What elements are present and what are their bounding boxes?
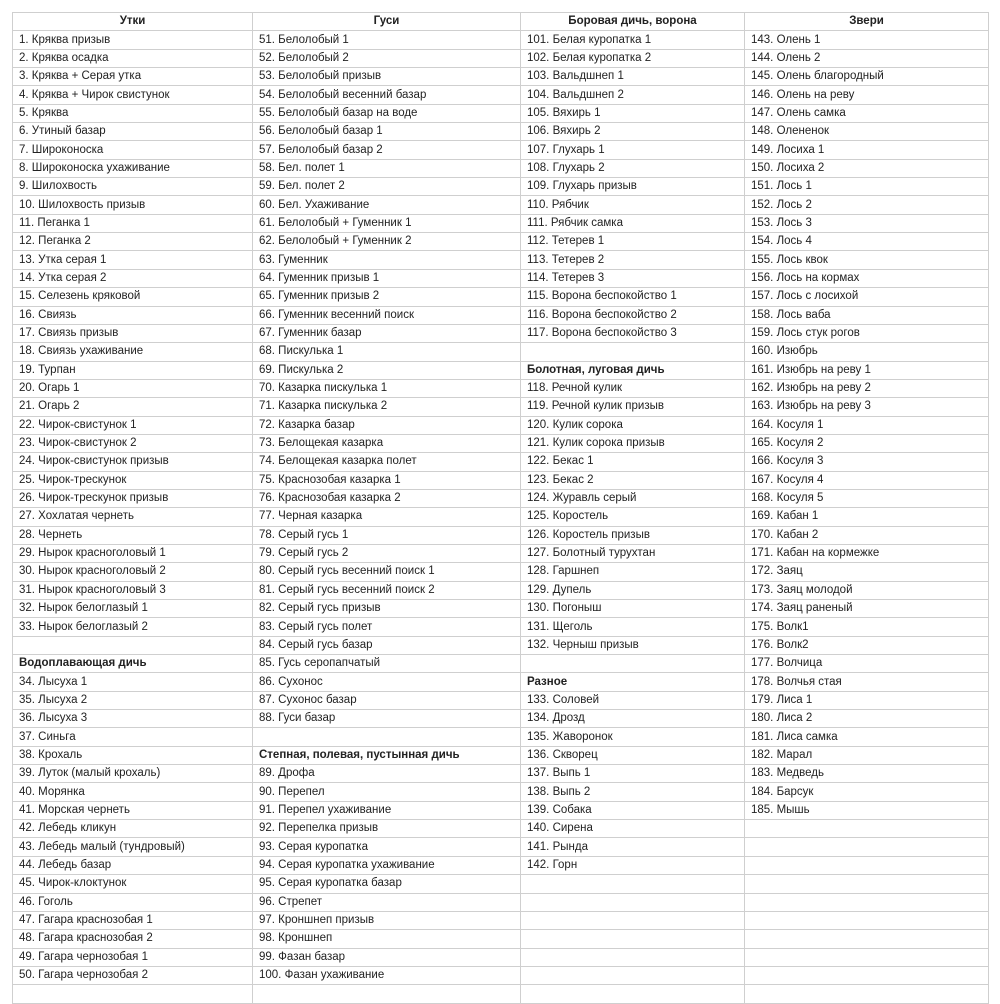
sound-entry: 180. Лиса 2 (745, 710, 989, 728)
sound-entry: 110. Рябчик (521, 196, 745, 214)
sound-entry: 149. Лосиха 1 (745, 141, 989, 159)
column-header-animals: Звери (745, 13, 989, 31)
sound-entry: 71. Казарка пискулька 2 (253, 398, 521, 416)
sound-entry: 31. Нырок красноголовый 3 (13, 581, 253, 599)
sound-entry: 155. Лось квок (745, 251, 989, 269)
sound-entry: 162. Изюбрь на реву 2 (745, 379, 989, 397)
sound-entry: 55. Белолобый базар на воде (253, 104, 521, 122)
section-heading: Степная, полевая, пустынная дичь (253, 746, 521, 764)
table-row (13, 746, 989, 764)
sound-entry: 176. Волк2 (745, 636, 989, 654)
empty-cell (745, 911, 989, 929)
sound-entry: 82. Серый гусь призыв (253, 600, 521, 618)
sound-entry: 89. Дрофа (253, 765, 521, 783)
sound-entry: 53. Белолобый призыв (253, 68, 521, 86)
sound-entry: 184. Барсук (745, 783, 989, 801)
sound-entry: 160. Изюбрь (745, 343, 989, 361)
sound-entry: 83. Серый гусь полет (253, 618, 521, 636)
sound-entry: 35. Лысуха 2 (13, 691, 253, 709)
sound-entry: 130. Погоныш (521, 600, 745, 618)
sound-entry: 50. Гагара чернозобая 2 (13, 966, 253, 984)
table-row (13, 508, 989, 526)
sound-entry: 166. Косуля 3 (745, 453, 989, 471)
sound-entry: 98. Кроншнеп (253, 930, 521, 948)
sound-entry: 49. Гагара чернозобая 1 (13, 948, 253, 966)
sound-entry: 126. Коростель призыв (521, 526, 745, 544)
table-row (13, 434, 989, 452)
sound-entry: 127. Болотный турухтан (521, 544, 745, 562)
sound-entry: 64. Гуменник призыв 1 (253, 269, 521, 287)
sound-entry: 7. Широконоска (13, 141, 253, 159)
table-row (13, 416, 989, 434)
table-row (13, 68, 989, 86)
section-heading: Водоплавающая дичь (13, 655, 253, 673)
sound-entry: 133. Соловей (521, 691, 745, 709)
sound-entry: 179. Лиса 1 (745, 691, 989, 709)
empty-cell (521, 655, 745, 673)
table-body (13, 31, 989, 1003)
sound-entry: 67. Гуменник базар (253, 324, 521, 342)
sound-entry: 73. Белощекая казарка (253, 434, 521, 452)
table-row (13, 178, 989, 196)
sound-entry: 167. Косуля 4 (745, 471, 989, 489)
table-row (13, 214, 989, 232)
sound-entry: 2. Кряква осадка (13, 49, 253, 67)
sound-entry: 88. Гуси базар (253, 710, 521, 728)
sound-entry: 90. Перепел (253, 783, 521, 801)
sound-entry: 48. Гагара краснозобая 2 (13, 930, 253, 948)
sound-entry: 183. Медведь (745, 765, 989, 783)
empty-cell (13, 985, 253, 1003)
empty-cell (253, 728, 521, 746)
sound-entry: 87. Сухонос базар (253, 691, 521, 709)
table-row (13, 544, 989, 562)
empty-cell (745, 875, 989, 893)
empty-cell (521, 875, 745, 893)
table-row (13, 86, 989, 104)
sound-entry: 105. Вяхирь 1 (521, 104, 745, 122)
sound-entry: 101. Белая куропатка 1 (521, 31, 745, 49)
sound-entry: 123. Бекас 2 (521, 471, 745, 489)
sound-entry: 158. Лось ваба (745, 306, 989, 324)
sound-entry: 52. Белолобый 2 (253, 49, 521, 67)
table-row (13, 893, 989, 911)
sound-entry: 109. Глухарь призыв (521, 178, 745, 196)
sound-entry: 57. Белолобый базар 2 (253, 141, 521, 159)
sound-entry: 16. Свиязь (13, 306, 253, 324)
sound-entry: 80. Серый гусь весенний поиск 1 (253, 563, 521, 581)
sound-entry: 37. Синьга (13, 728, 253, 746)
sound-entry: 32. Нырок белоглазый 1 (13, 600, 253, 618)
sound-entry: 43. Лебедь малый (тундровый) (13, 838, 253, 856)
table-row (13, 563, 989, 581)
sound-entry: 28. Чернеть (13, 526, 253, 544)
sound-entry: 165. Косуля 2 (745, 434, 989, 452)
sound-entry: 102. Белая куропатка 2 (521, 49, 745, 67)
sound-entry: 151. Лось 1 (745, 178, 989, 196)
sound-entry: 142. Горн (521, 856, 745, 874)
sound-entry: 41. Морская чернеть (13, 801, 253, 819)
sound-entry: 61. Белолобый + Гуменник 1 (253, 214, 521, 232)
table-row (13, 489, 989, 507)
table-row (13, 233, 989, 251)
sound-entry: 140. Сирена (521, 820, 745, 838)
sound-entry: 6. Утиный базар (13, 123, 253, 141)
sound-entry: 66. Гуменник весенний поиск (253, 306, 521, 324)
sound-entry: 95. Серая куропатка базар (253, 875, 521, 893)
empty-cell (521, 343, 745, 361)
sound-entry: 5. Кряква (13, 104, 253, 122)
sound-entry: 117. Ворона беспокойство 3 (521, 324, 745, 342)
sound-entry: 81. Серый гусь весенний поиск 2 (253, 581, 521, 599)
table-row (13, 673, 989, 691)
sound-entry: 27. Хохлатая чернеть (13, 508, 253, 526)
sound-entry: 62. Белолобый + Гуменник 2 (253, 233, 521, 251)
sound-entry: 14. Утка серая 2 (13, 269, 253, 287)
table-row (13, 104, 989, 122)
table-row (13, 820, 989, 838)
sound-entry: 40. Морянка (13, 783, 253, 801)
sound-entry: 29. Нырок красноголовый 1 (13, 544, 253, 562)
table-row (13, 930, 989, 948)
sound-entry: 46. Гоголь (13, 893, 253, 911)
sound-entry: 106. Вяхирь 2 (521, 123, 745, 141)
sound-entry: 25. Чирок-трескунок (13, 471, 253, 489)
sound-entry: 163. Изюбрь на реву 3 (745, 398, 989, 416)
section-heading: Болотная, луговая дичь (521, 361, 745, 379)
sound-entry: 85. Гусь серопапчатый (253, 655, 521, 673)
empty-cell (13, 636, 253, 654)
table-row (13, 710, 989, 728)
table-row (13, 600, 989, 618)
sound-entry: 181. Лиса самка (745, 728, 989, 746)
empty-cell (745, 893, 989, 911)
sound-entry: 137. Выпь 1 (521, 765, 745, 783)
table-row (13, 856, 989, 874)
table-row (13, 636, 989, 654)
sound-entry: 12. Пеганка 2 (13, 233, 253, 251)
sound-entry: 159. Лось стук рогов (745, 324, 989, 342)
sound-entry: 45. Чирок-клоктунок (13, 875, 253, 893)
sound-entry: 78. Серый гусь 1 (253, 526, 521, 544)
empty-cell (745, 985, 989, 1003)
table-row (13, 838, 989, 856)
sound-entry: 134. Дрозд (521, 710, 745, 728)
sound-entry: 47. Гагара краснозобая 1 (13, 911, 253, 929)
empty-cell (745, 820, 989, 838)
sound-entry: 156. Лось на кормах (745, 269, 989, 287)
sound-entry: 103. Вальдшнеп 1 (521, 68, 745, 86)
empty-cell (745, 966, 989, 984)
sound-entry: 141. Рында (521, 838, 745, 856)
sound-entry: 171. Кабан на кормежке (745, 544, 989, 562)
column-header-geese: Гуси (253, 13, 521, 31)
sound-entry: 113. Тетерев 2 (521, 251, 745, 269)
table-row (13, 471, 989, 489)
sound-entry: 79. Серый гусь 2 (253, 544, 521, 562)
sound-entry: 112. Тетерев 1 (521, 233, 745, 251)
sound-entry: 91. Перепел ухаживание (253, 801, 521, 819)
sound-entry: 77. Черная казарка (253, 508, 521, 526)
sound-entry: 30. Нырок красноголовый 2 (13, 563, 253, 581)
empty-cell (521, 930, 745, 948)
sound-entry: 121. Кулик сорока призыв (521, 434, 745, 452)
sound-entry: 86. Сухонос (253, 673, 521, 691)
table-row (13, 306, 989, 324)
sound-entry: 54. Белолобый весенний базар (253, 86, 521, 104)
sound-entry: 9. Шилохвость (13, 178, 253, 196)
sound-entry: 174. Заяц раненый (745, 600, 989, 618)
sound-entry: 169. Кабан 1 (745, 508, 989, 526)
table-row (13, 526, 989, 544)
sound-entry: 122. Бекас 1 (521, 453, 745, 471)
sound-entry: 107. Глухарь 1 (521, 141, 745, 159)
empty-cell (521, 893, 745, 911)
sound-entry: 76. Краснозобая казарка 2 (253, 489, 521, 507)
sound-entry: 26. Чирок-трескунок призыв (13, 489, 253, 507)
table-row (13, 655, 989, 673)
sound-entry: 147. Олень самка (745, 104, 989, 122)
table-row (13, 123, 989, 141)
sound-entry: 17. Свиязь призыв (13, 324, 253, 342)
table-row (13, 581, 989, 599)
sound-entry: 150. Лосиха 2 (745, 159, 989, 177)
sound-entry: 94. Серая куропатка ухаживание (253, 856, 521, 874)
sound-entry: 39. Луток (малый крохаль) (13, 765, 253, 783)
sound-entry: 111. Рябчик самка (521, 214, 745, 232)
table-row (13, 966, 989, 984)
sound-entry: 131. Щеголь (521, 618, 745, 636)
table-row (13, 49, 989, 67)
sound-entry: 143. Олень 1 (745, 31, 989, 49)
sound-entry: 13. Утка серая 1 (13, 251, 253, 269)
table-row (13, 728, 989, 746)
sound-entry: 4. Кряква + Чирок свистунок (13, 86, 253, 104)
table-row (13, 801, 989, 819)
sound-entry: 125. Коростель (521, 508, 745, 526)
sound-entry: 84. Серый гусь базар (253, 636, 521, 654)
sound-entry: 51. Белолобый 1 (253, 31, 521, 49)
sound-entry: 96. Стрепет (253, 893, 521, 911)
sound-entry: 132. Черныш призыв (521, 636, 745, 654)
sound-entry: 104. Вальдшнеп 2 (521, 86, 745, 104)
sound-entry: 124. Журавль серый (521, 489, 745, 507)
sound-entry: 172. Заяц (745, 563, 989, 581)
sound-entry: 99. Фазан базар (253, 948, 521, 966)
sound-entry: 23. Чирок-свистунок 2 (13, 434, 253, 452)
sound-entry: 58. Бел. полет 1 (253, 159, 521, 177)
sound-entry: 74. Белощекая казарка полет (253, 453, 521, 471)
table-row (13, 765, 989, 783)
column-header-ducks: Утки (13, 13, 253, 31)
table-row (13, 288, 989, 306)
sound-entry: 177. Волчица (745, 655, 989, 673)
table-row (13, 141, 989, 159)
table-row (13, 196, 989, 214)
table-row (13, 911, 989, 929)
sound-entry: 146. Олень на реву (745, 86, 989, 104)
empty-cell (521, 966, 745, 984)
sound-entry: 129. Дупель (521, 581, 745, 599)
table-row (13, 343, 989, 361)
sound-entry: 19. Турпан (13, 361, 253, 379)
sound-entry: 148. Олененок (745, 123, 989, 141)
sound-entry: 116. Ворона беспокойство 2 (521, 306, 745, 324)
sound-entry: 65. Гуменник призыв 2 (253, 288, 521, 306)
empty-cell (745, 838, 989, 856)
sound-entry: 59. Бел. полет 2 (253, 178, 521, 196)
sound-entry: 139. Собака (521, 801, 745, 819)
empty-cell (521, 911, 745, 929)
empty-cell (253, 985, 521, 1003)
sound-entry: 63. Гуменник (253, 251, 521, 269)
sound-entry: 10. Шилохвость призыв (13, 196, 253, 214)
table-row (13, 269, 989, 287)
section-heading: Разное (521, 673, 745, 691)
sound-entry: 70. Казарка пискулька 1 (253, 379, 521, 397)
sound-entry: 168. Косуля 5 (745, 489, 989, 507)
empty-cell (521, 948, 745, 966)
sound-entry: 38. Крохаль (13, 746, 253, 764)
sound-entry: 170. Кабан 2 (745, 526, 989, 544)
sound-entry: 22. Чирок-свистунок 1 (13, 416, 253, 434)
sound-entry: 1. Кряква призыв (13, 31, 253, 49)
table-row (13, 379, 989, 397)
sound-entry: 164. Косуля 1 (745, 416, 989, 434)
sound-entry: 72. Казарка базар (253, 416, 521, 434)
sound-entry: 11. Пеганка 1 (13, 214, 253, 232)
table-row (13, 875, 989, 893)
empty-cell (745, 948, 989, 966)
sound-entry: 182. Марал (745, 746, 989, 764)
sound-entry: 8. Широконоска ухаживание (13, 159, 253, 177)
sound-entry: 173. Заяц молодой (745, 581, 989, 599)
sound-entry: 69. Пискулька 2 (253, 361, 521, 379)
sound-entry: 161. Изюбрь на реву 1 (745, 361, 989, 379)
sound-entry: 36. Лысуха 3 (13, 710, 253, 728)
sound-entry: 18. Свиязь ухаживание (13, 343, 253, 361)
sound-entry: 33. Нырок белоглазый 2 (13, 618, 253, 636)
sound-entry: 97. Кроншнеп призыв (253, 911, 521, 929)
table-row (13, 948, 989, 966)
sound-catalog-table (12, 12, 989, 1004)
sound-entry: 138. Выпь 2 (521, 783, 745, 801)
sound-entry: 34. Лысуха 1 (13, 673, 253, 691)
table-row (13, 398, 989, 416)
sound-entry: 60. Бел. Ухаживание (253, 196, 521, 214)
sound-entry: 15. Селезень кряковой (13, 288, 253, 306)
sound-entry: 154. Лось 4 (745, 233, 989, 251)
sound-entry: 118. Речной кулик (521, 379, 745, 397)
table-row (13, 251, 989, 269)
sound-entry: 108. Глухарь 2 (521, 159, 745, 177)
sound-entry: 100. Фазан ухаживание (253, 966, 521, 984)
sound-entry: 178. Волчья стая (745, 673, 989, 691)
table-row (13, 159, 989, 177)
table-row (13, 691, 989, 709)
sound-entry: 75. Краснозобая казарка 1 (253, 471, 521, 489)
empty-cell (521, 985, 745, 1003)
sound-entry: 185. Мышь (745, 801, 989, 819)
table-row (13, 783, 989, 801)
empty-cell (745, 856, 989, 874)
table-row (13, 453, 989, 471)
sound-entry: 92. Перепелка призыв (253, 820, 521, 838)
table-row (13, 31, 989, 49)
header-row (13, 13, 989, 31)
sound-entry: 24. Чирок-свистунок призыв (13, 453, 253, 471)
sound-entry: 120. Кулик сорока (521, 416, 745, 434)
sound-entry: 68. Пискулька 1 (253, 343, 521, 361)
sound-entry: 114. Тетерев 3 (521, 269, 745, 287)
sound-entry: 93. Серая куропатка (253, 838, 521, 856)
table-row (13, 361, 989, 379)
column-header-forest-game: Боровая дичь, ворона (521, 13, 745, 31)
sound-entry: 135. Жаворонок (521, 728, 745, 746)
sound-entry: 153. Лось 3 (745, 214, 989, 232)
sound-entry: 21. Огарь 2 (13, 398, 253, 416)
sound-entry: 42. Лебедь кликун (13, 820, 253, 838)
sound-entry: 136. Скворец (521, 746, 745, 764)
sound-entry: 128. Гаршнеп (521, 563, 745, 581)
table-row (13, 618, 989, 636)
sound-entry: 44. Лебедь базар (13, 856, 253, 874)
sound-entry: 56. Белолобый базар 1 (253, 123, 521, 141)
sound-entry: 145. Олень благородный (745, 68, 989, 86)
empty-cell (745, 930, 989, 948)
sound-entry: 175. Волк1 (745, 618, 989, 636)
sound-entry: 157. Лось с лосихой (745, 288, 989, 306)
sound-entry: 20. Огарь 1 (13, 379, 253, 397)
sound-entry: 119. Речной кулик призыв (521, 398, 745, 416)
sound-entry: 115. Ворона беспокойство 1 (521, 288, 745, 306)
sound-entry: 152. Лось 2 (745, 196, 989, 214)
table-row (13, 985, 989, 1003)
table-row (13, 324, 989, 342)
sound-entry: 3. Кряква + Серая утка (13, 68, 253, 86)
sound-entry: 144. Олень 2 (745, 49, 989, 67)
